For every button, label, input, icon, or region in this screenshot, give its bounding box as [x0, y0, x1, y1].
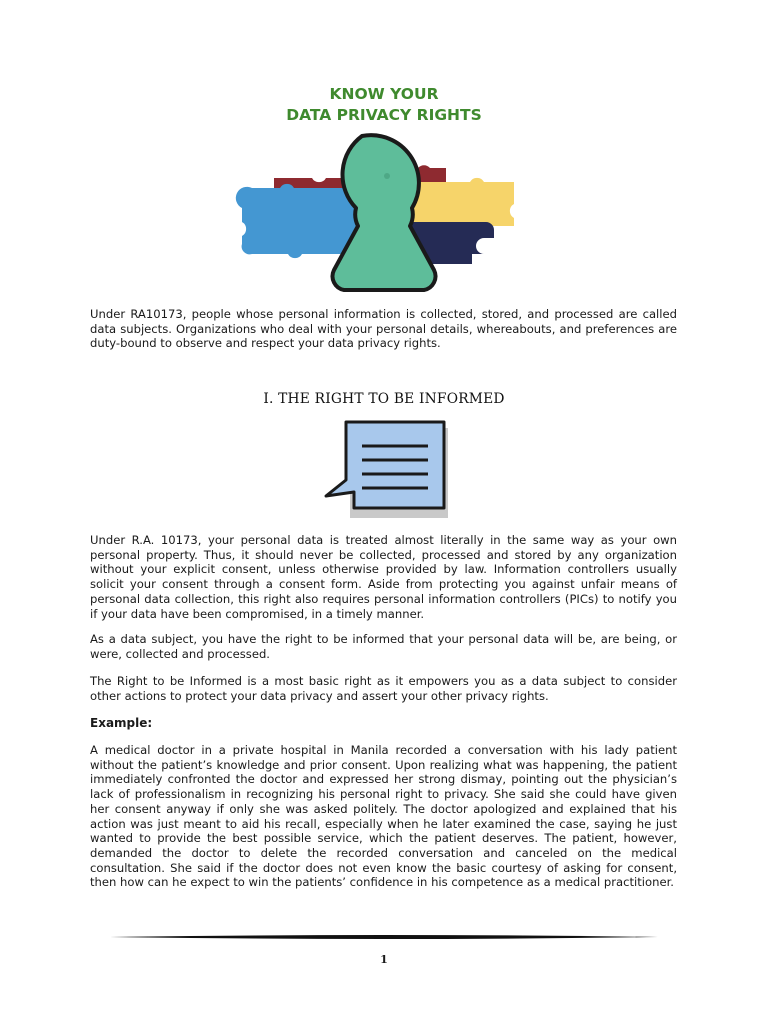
title-line-2: DATA PRIVACY RIGHTS — [286, 106, 482, 124]
example-label: Example: — [90, 716, 153, 730]
body-paragraph-2: As a data subject, you have the right to be informed that your personal data will be, are being, or were, collected and processed. — [90, 632, 677, 661]
intro-paragraph: Under RA10173, people whose personal information is collected, stored, and processed are called data subjects. Organizations who deal with your personal details, whereabouts, and preferences are duty-bound to observe and respect your data privacy rights. — [90, 307, 677, 351]
body-paragraph-3: The Right to be Informed is a most basic right as it empowers you as a data subject to consider other actions to protect your data privacy and assert your other privacy rights. — [90, 674, 677, 703]
example-paragraph: A medical doctor in a private hospital in Manila recorded a conversation with his lady patient without the patient’s knowledge and prior consent. Upon realizing what was happening, the patient immediately confronted the doctor and expressed her strong dismay, pointing out the physician’s lack of professionalism in recognizing his personal right to privacy. She said she could have given her consent anyway if only she was asked politely. The doctor apologized and explained that his action was just meant to aid his recall, especially when he later examined the case, saying he just wanted to provide the best possible service, which the patient deserves. The patient, however, demanded the doctor to delete the recorded conversation and canceled on the medical consultation. She said if the doctor does not even know the basic courtesy of asking for consent, then how can he expect to win the patients’ confidence in his competence as a medical practitioner. — [90, 743, 677, 890]
title-line-1: KNOW YOUR — [329, 85, 439, 103]
footer-divider — [110, 932, 658, 942]
section-heading: I. THE RIGHT TO BE INFORMED — [263, 391, 505, 407]
document-speech-bubble-icon — [318, 418, 450, 520]
page-title — [0, 84, 768, 126]
body-paragraph-1: Under R.A. 10173, your personal data is treated almost literally in the same way as your own personal property. Thus, it should never be collected, processed and stored by any organization without your explicit consent, unless otherwise provided by law. Information controllers usually solicit your consent through a consent form. Aside from protecting you against unfair means of personal data collection, this right also requires personal information controllers (PICs) to notify you if your data have been compromised, in a timely manner. — [90, 533, 677, 621]
keyhole-puzzle-icon — [222, 132, 552, 292]
page-number: 1 — [380, 953, 388, 966]
